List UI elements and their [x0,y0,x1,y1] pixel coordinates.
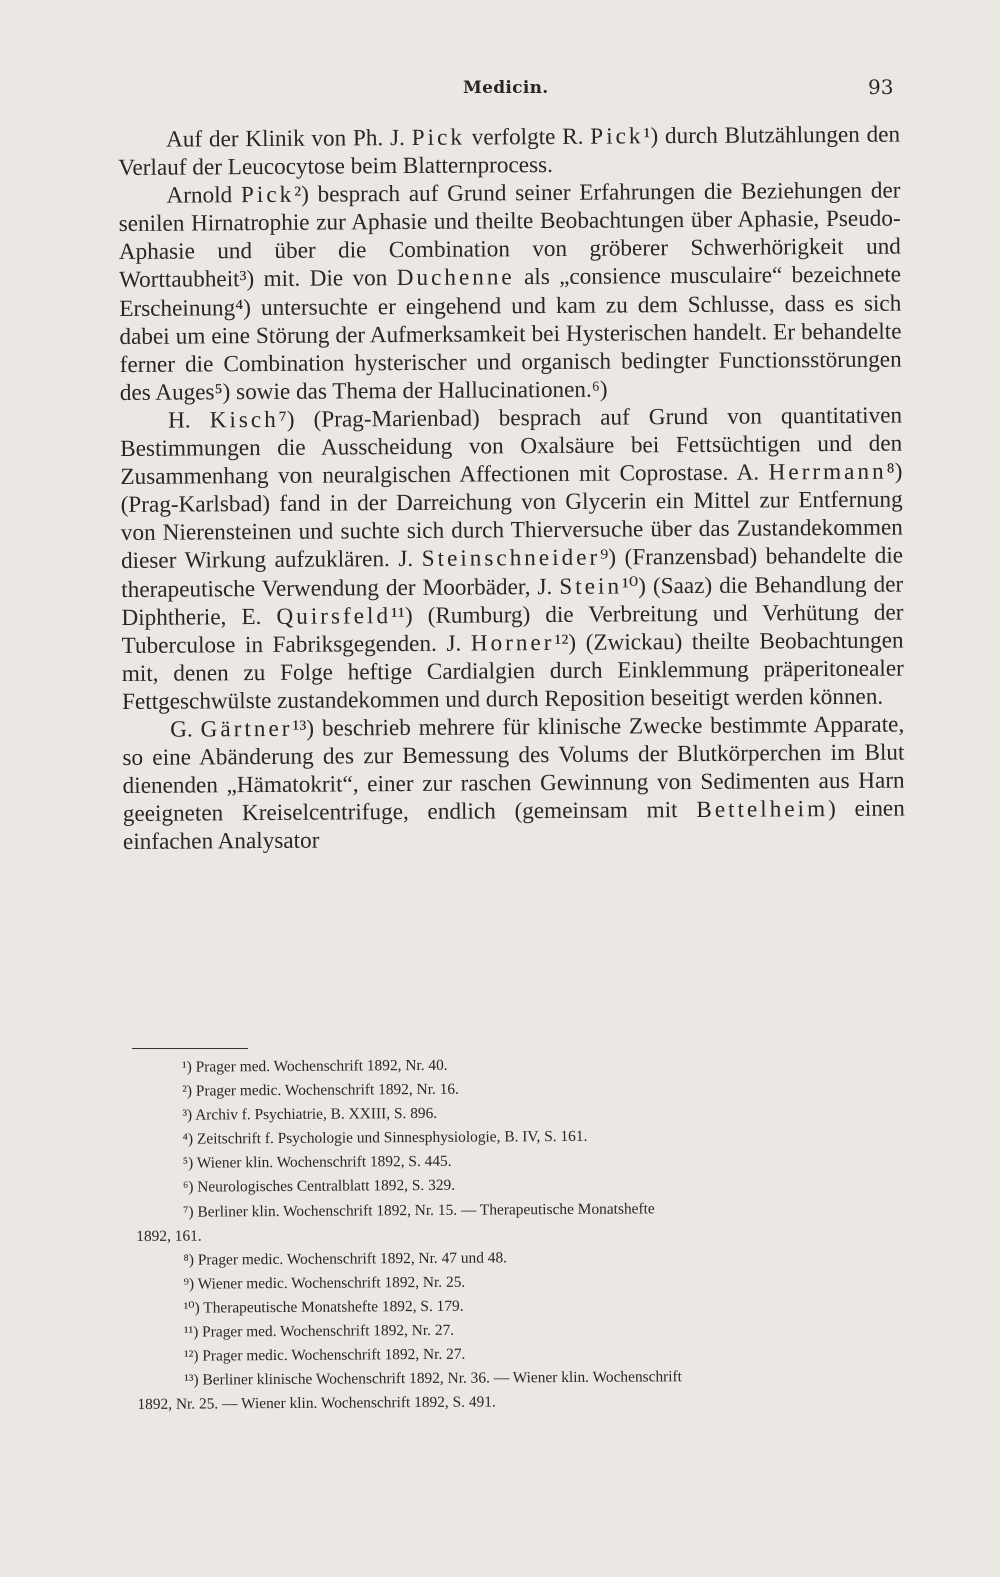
footnote-text: Berliner klin. Wochenschrift 1892, Nr. 15. — Therapeutische Monatshefte [197,1199,655,1221]
footnote-mark: ¹¹) [183,1323,199,1341]
text-run: Arnold [166,182,242,209]
footnotes [135,1050,930,1417]
text-run: ⁹) (Franzensbad) behandelte die therapeutische Verwendung der Moorbäder, J. [121,542,904,603]
spaced-name: Quirsfeld [276,602,392,630]
footnote-mark: ¹³) [184,1371,199,1389]
text-run: ¹) durch Blutzählungen den Verlauf der Leucocytose beim Blatternprocess. [118,121,901,182]
footnote-mark: ⁵) [182,1154,194,1173]
paragraph-4 [122,710,905,856]
spaced-name: Steinschneider [421,545,601,573]
spaced-name: Gärtner [200,715,293,743]
footnote-mark: ¹) [182,1058,192,1076]
text-run: ¹²) (Zwickau) theilte Beobachtungen mit, denen zu Folge heftige Cardialgien durch Einklemmung präperitonealer Fettgeschwülste zustandekommen und durch Reposition beseitigt werden können. [121,627,904,715]
text-run: verfolgte R. [464,123,591,151]
spaced-name: Stein [559,572,623,600]
text-run: ⁷) (Prag-Marienbad) besprach auf Grund von quantitativen Bestimmungen die Ausscheidung von Oxalsäure bei Fettsüchtigen und den Zusammenhang von neuralgischen Affectionen mit Coprostase. A. [120,402,903,491]
text-run: Auf der Klinik von Ph. J. [166,124,412,153]
spaced-name: Pick [590,123,644,150]
text-run: ²) besprach auf Grund seiner Erfahrungen die Beziehungen der senilen Hirnatrophie zur Aphasie und theilte Beobachtungen über Aphasie, Pseudo-Aphasie und über die Combination von gröberer Schwerhörigkeit und Worttaubheit³) mit. Die von [118,177,901,294]
text-run: ⁸) (Prag-Karlsbad) fand in der Darreichung von Glycerin ein Mittel zur Entfernung von Nierensteinen und suchte sich durch Thierversuche über das Zustandekommen dieser Wirkung aufzuklären. J. [120,458,903,575]
text-run: ¹⁰) (Saaz) die Behandlung der Diphtherie, E. [121,571,904,631]
spaced-name: Pick [240,181,295,209]
footnote-mark: ¹⁰) [183,1299,200,1317]
spaced-name: Duchenne [396,264,515,292]
text-run: ¹¹) (Rumburg) die Verbreitung und Verhütung der Tuberculose in Fabriksgegenden. J. [121,599,904,659]
spaced-name: Horner [470,629,555,657]
footnote-text: Prager med. Wochenschrift 1892, Nr. 40. [195,1056,448,1076]
text-run: H. [167,407,210,434]
spaced-name: Pick [411,124,466,151]
spaced-name: Bettelheim [696,796,829,824]
footnote-mark: ⁶) [182,1179,194,1197]
footnote-mark: ³) [182,1106,193,1124]
footnote-text: Wiener klin. Wochenschrift 1892, S. 445. [196,1153,452,1172]
footnote-mark: ¹²) [184,1347,199,1365]
footnote-text: Prager medic. Wochenschrift 1892, Nr. 16. [195,1080,459,1100]
running-title: Medicin. [463,78,549,98]
spaced-name: Kisch [209,406,279,434]
page-number: 93 [868,75,894,99]
footnote-text: Neurologisches Centralblatt 1892, S. 329. [197,1177,456,1197]
footnote-continuation: 1892, 161. [136,1227,202,1245]
footnote-text: Archiv f. Psychiatrie, B. XXIII, S. 896. [195,1105,438,1124]
paragraph-2 [118,177,902,407]
footnote-text: Zeitschrift f. Psychologie und Sinnesphysiologie, B. IV, S. 161. [196,1128,588,1148]
footnote-continuation: 1892, Nr. 25. — Wiener klin. Wochenschrift 1892, S. 491. [137,1393,496,1414]
footnote-text: Berliner klinische Wochenschrift 1892, Nr. 36. — Wiener klin. Wochenschrift [202,1368,683,1389]
footnote-mark: ⁹) [183,1275,195,1293]
text-run: als „consience musculaire“ bezeichnete Erscheinung⁴) untersuchte er eingehend und kam zu dem Schlusse, dass es sich dabei um eine Störung der Aufmerksamkeit bei Hysterischen handelt. Er behandelte ferner die Combination hysterischer und organisch bedingter Functionsstörungen des Auges⁵) sowie das Thema der Hallucinationen.⁶) [119,262,902,406]
footnote-text: Prager medic. Wochenschrift 1892, Nr. 47 und 48. [197,1249,508,1269]
footnote-mark: ⁸) [183,1251,194,1269]
footnote-mark: ⁴) [182,1130,194,1148]
footnote-mark: ²) [182,1082,193,1100]
footnote-7 [136,1195,928,1249]
body-text [118,121,905,857]
text-run: ¹³) beschrieb mehrere für klinische Zwecke bestimmte Apparate, so eine Abänderung des zur Bemessung des Volums der Blutkörperchen im Blut dienenden „Hämatokrit“, einer zur raschen Gewinnung von Sedimenten aus Harn geeigneten Kreiselcentrifuge, endlich (gemeinsam mit [122,711,905,828]
footnote-text: Prager medic. Wochenschrift 1892, Nr. 27. [202,1345,466,1365]
paragraph-1 [118,121,900,183]
text-run: G. [170,716,201,743]
footnote-13 [137,1364,929,1418]
footnote-text: Therapeutische Monatshefte 1892, S. 179. [203,1297,464,1317]
footnote-text: Wiener medic. Wochenschrift 1892, Nr. 25. [197,1273,466,1293]
spaced-name: Herrmann [768,458,887,486]
footnote-rule [132,1048,248,1049]
text-run: ) einen einfachen Analysator [122,795,905,856]
footnote-text: Prager med. Wochenschrift 1892, Nr. 27. [202,1321,455,1341]
footnote-mark: ⁷) [183,1203,194,1221]
paragraph-3 [120,401,904,715]
